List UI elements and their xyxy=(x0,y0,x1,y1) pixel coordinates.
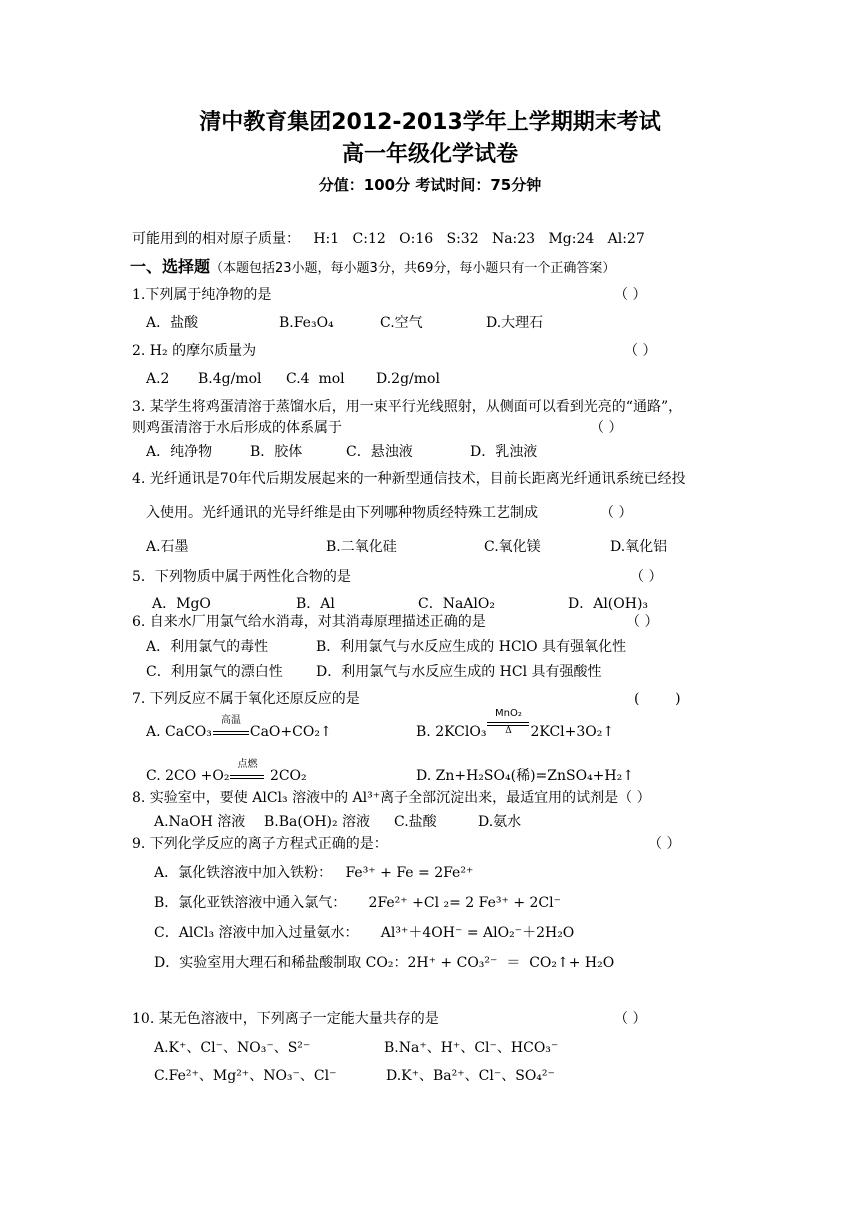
q6-option-c: C．利用氯气的漂白性 xyxy=(146,664,283,680)
q6-option-b: B．利用氯气与水反应生成的 HClO 具有强氧化性 xyxy=(316,639,627,655)
q8-option-a: A.NaOH 溶液 xyxy=(154,814,246,830)
q7-b-heat-label: Δ xyxy=(505,726,512,736)
q8-stem: 8. 实验室中，要使 AlCl₃ 溶液中的 Al³⁺离子全部沉淀出来，最适宜用的试剂是（ ） xyxy=(132,790,651,806)
q3-option-c: C．悬浊液 xyxy=(346,444,413,460)
q9-answer-paren: （ ） xyxy=(648,836,681,852)
q7-b-catalyst-label: MnO₂ xyxy=(495,708,522,719)
q2-answer-paren: （ ） xyxy=(624,343,657,359)
q4-stem-line2: 入使用。光纤通讯的光导纤维是由下列哪种物质经特殊工艺制成 xyxy=(146,505,538,521)
q4-stem-line1: 4. 光纤通讯是70年代后期发展起来的一种新型通信技术，目前长距离光纤通讯系统已经投 xyxy=(132,471,686,487)
q9-option-a: A．氯化铁溶液中加入铁粉： Fe³⁺ + Fe = 2Fe²⁺ xyxy=(154,865,474,881)
q8-option-b: B.Ba(OH)₂ 溶液 xyxy=(264,814,371,830)
q9-option-c: C．AlCl₃ 溶液中加入过量氨水： Al³⁺＋4OH⁻ = AlO₂⁻＋2H₂O xyxy=(154,925,575,941)
q3-option-a: A．纯净物 xyxy=(146,444,213,460)
q7-a-reactants: A. CaCO₃ xyxy=(146,724,212,740)
exam-subtitle: 高一年级化学试卷 xyxy=(341,142,518,167)
q5-option-c: C．NaAlO₂ xyxy=(418,596,495,612)
q8-option-c: C.盐酸 xyxy=(394,814,437,830)
q7-option-c xyxy=(146,759,307,784)
q1-answer-paren: （ ） xyxy=(614,287,647,303)
q6-answer-paren: （ ） xyxy=(626,614,659,630)
exam-meta: 分值：100分 考试时间：75分钟 xyxy=(318,176,542,194)
q1-option-c: C.空气 xyxy=(380,315,423,331)
q6-stem: 6. 自来水厂用氯气给水消毒，对其消毒原理描述正确的是 xyxy=(132,614,486,630)
q4-option-d: D.氧化铝 xyxy=(610,539,668,555)
q7-c-products: 2CO₂ xyxy=(269,768,307,784)
q4-option-b: B.二氧化硅 xyxy=(326,539,397,555)
q10-answer-paren: （ ） xyxy=(614,1011,647,1027)
q7-option-b xyxy=(416,708,615,740)
q7-b-products: 2KCl+3O₂↑ xyxy=(530,724,615,740)
q7-b-condition xyxy=(487,708,529,739)
q10-option-c: C.Fe²⁺、Mg²⁺、NO₃⁻、Cl⁻ xyxy=(154,1068,337,1084)
q1-option-a: A．盐酸 xyxy=(146,315,199,331)
section-title: 一、选择题 xyxy=(130,257,211,276)
q7-option-a xyxy=(146,715,332,740)
q2-option-a: A.2 xyxy=(146,371,170,387)
atomic-masses: 可能用到的相对原子质量： H:1 C:12 O:16 S:32 Na:23 Mg:24 Al:27 xyxy=(132,231,645,247)
q3-option-d: D．乳浊液 xyxy=(470,444,538,460)
q5-answer-paren: （ ） xyxy=(630,569,663,585)
q7-answer-paren: ( ) xyxy=(634,691,681,707)
section-heading xyxy=(130,259,615,275)
section-note: （本题包括23小题，每小题3分，共69分，每小题只有一个正确答案） xyxy=(210,261,616,276)
q4-option-a: A.石墨 xyxy=(146,539,189,555)
q7-stem: 7. 下列反应不属于氧化还原反应的是 xyxy=(132,691,360,707)
q7-c-reactants: C. 2CO +O₂ xyxy=(146,768,230,784)
q7-a-condition-label: 高温 xyxy=(220,715,241,726)
q2-option-d: D.2g/mol xyxy=(376,371,440,387)
exam-title: 清中教育集团2012-2013学年上学期期末考试 xyxy=(199,110,661,135)
q4-option-c: C.氧化镁 xyxy=(484,539,541,555)
q2-stem: 2. H₂ 的摩尔质量为 xyxy=(132,343,257,359)
q6-option-a: A．利用氯气的毒性 xyxy=(146,639,269,655)
q7-c-condition-label: 点燃 xyxy=(237,759,258,770)
q7-option-d: D. Zn+H₂SO₄(稀)=ZnSO₄+H₂↑ xyxy=(416,768,634,784)
q4-answer-paren: （ ） xyxy=(600,505,633,521)
q7-a-products: CaO+CO₂↑ xyxy=(249,724,332,740)
q3-stem-line2: 则鸡蛋清溶于水后形成的体系属于 xyxy=(132,420,342,436)
q5-option-a: A．MgO xyxy=(152,596,211,612)
q7-a-condition xyxy=(213,715,249,739)
q3-option-b: B．胶体 xyxy=(250,444,303,460)
q1-option-d: D.大理石 xyxy=(486,315,544,331)
q9-option-d: D．实验室用大理石和稀盐酸制取 CO₂：2H⁺ + CO₃²⁻ ＝ CO₂↑+ H₂O xyxy=(154,955,615,971)
q7-c-condition xyxy=(230,759,264,783)
q3-answer-paren: （ ） xyxy=(590,420,623,436)
q1-stem: 1.下列属于纯净物的是 xyxy=(132,287,272,303)
q9-option-b: B．氯化亚铁溶液中通入氯气： 2Fe²⁺ +Cl ₂= 2 Fe³⁺ + 2Cl⁻ xyxy=(154,895,562,911)
q10-option-b: B.Na⁺、H⁺、Cl⁻、HCO₃⁻ xyxy=(384,1040,559,1056)
q10-stem: 10. 某无色溶液中，下列离子一定能大量共存的是 xyxy=(132,1011,439,1027)
q5-stem: 5．下列物质中属于两性化合物的是 xyxy=(132,569,351,585)
q1-option-b: B.Fe₃O₄ xyxy=(279,315,334,331)
q9-stem: 9. 下列化学反应的离子方程式正确的是： xyxy=(132,836,388,852)
q5-option-b: B．Al xyxy=(296,596,335,612)
q2-option-c: C.4 mol xyxy=(286,371,345,387)
q10-option-d: D.K⁺、Ba²⁺、Cl⁻、SO₄²⁻ xyxy=(386,1068,555,1084)
q10-option-a: A.K⁺、Cl⁻、NO₃⁻、S²⁻ xyxy=(154,1040,311,1056)
q7-b-reactants: B. 2KClO₃ xyxy=(416,724,487,740)
q2-option-b: B.4g/mol xyxy=(198,371,262,387)
q3-stem-line1: 3. 某学生将鸡蛋清溶于蒸馏水后，用一束平行光线照射，从侧面可以看到光亮的“通路”， xyxy=(132,399,683,415)
q8-option-d: D.氨水 xyxy=(478,814,522,830)
q5-option-d: D．Al(OH)₃ xyxy=(568,596,649,612)
q6-option-d: D．利用氯气与水反应生成的 HCl 具有强酸性 xyxy=(316,664,602,680)
